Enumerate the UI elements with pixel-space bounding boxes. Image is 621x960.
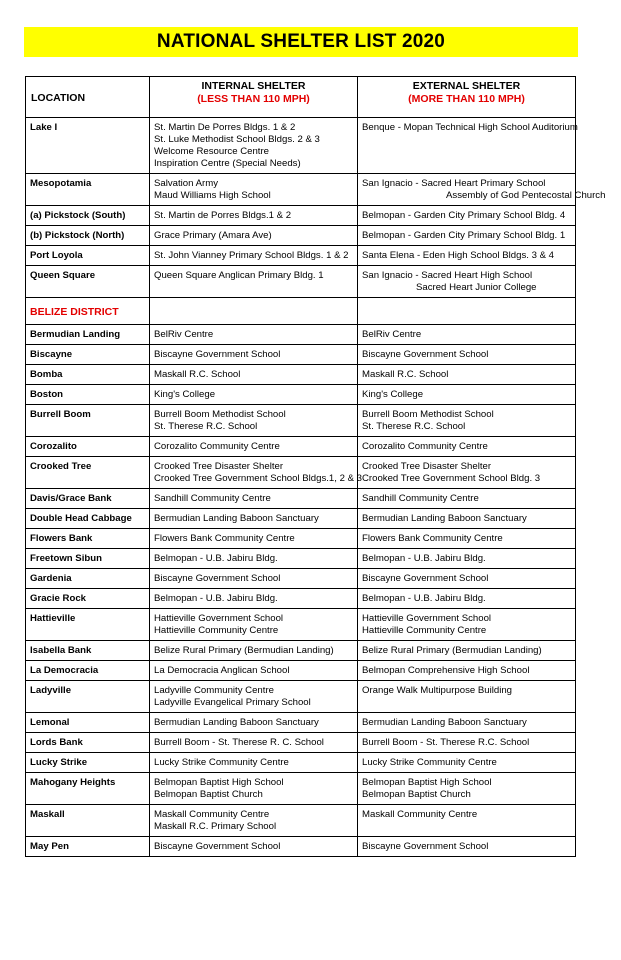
external-shelter-cell — [358, 345, 576, 365]
external-shelter-entry: Belmopan Baptist Church — [362, 789, 471, 800]
external-shelter-cell — [358, 385, 576, 405]
table-row — [26, 437, 576, 457]
external-shelter-entry: Belmopan - U.B. Jabiru Bldg. — [362, 593, 486, 604]
external-shelter-entry: Belmopan - Garden City Primary School Bldg. 1 — [362, 230, 566, 241]
internal-shelter-entry: Inspiration Centre (Special Needs) — [154, 158, 301, 169]
internal-shelter-cell — [150, 385, 358, 405]
internal-shelter-cell — [150, 206, 358, 226]
external-shelter-entry: Belmopan Comprehensive High School — [362, 665, 530, 676]
table-row — [26, 457, 576, 489]
internal-shelter-cell — [150, 226, 358, 246]
table-row — [26, 226, 576, 246]
internal-shelter-entry: Corozalito Community Centre — [154, 441, 280, 452]
internal-shelter-entry: Belmopan - U.B. Jabiru Bldg. — [154, 553, 278, 564]
district-row — [26, 298, 576, 325]
table-row — [26, 365, 576, 385]
location-name: (a) Pickstock (South) — [26, 206, 150, 226]
table-row — [26, 589, 576, 609]
internal-shelter-entry: Lucky Strike Community Centre — [154, 757, 289, 768]
external-shelter-cell — [358, 509, 576, 529]
location-name: Lords Bank — [26, 733, 150, 753]
external-shelter-entry: Belmopan Baptist High School — [362, 777, 492, 788]
district-spacer-internal — [150, 298, 358, 325]
external-shelter-cell — [358, 206, 576, 226]
table-row — [26, 385, 576, 405]
external-shelter-cell — [358, 641, 576, 661]
district-name: BELIZE DISTRICT — [26, 298, 150, 325]
internal-shelter-cell — [150, 681, 358, 713]
internal-shelter-entry: Ladyville Community Centre — [154, 685, 274, 696]
external-shelter-entry: Maskall Community Centre — [362, 809, 478, 820]
internal-shelter-entry: Maskall Community Centre — [154, 809, 270, 820]
external-shelter-entry: Hattieville Government School — [362, 613, 492, 624]
internal-header-title: INTERNAL SHELTER — [201, 80, 306, 92]
internal-shelter-entry: Flowers Bank Community Centre — [154, 533, 295, 544]
internal-shelter-entry: Burrell Boom Methodist School — [154, 409, 286, 420]
table-row — [26, 405, 576, 437]
internal-shelter-entry: Queen Square Anglican Primary Bldg. 1 — [154, 270, 324, 281]
location-name: Mahogany Heights — [26, 773, 150, 805]
location-name: Bermudian Landing — [26, 325, 150, 345]
external-shelter-entry: San Ignacio - Sacred Heart Primary School — [362, 178, 546, 189]
internal-shelter-cell — [150, 118, 358, 174]
table-header — [26, 77, 576, 118]
internal-shelter-entry: Sandhill Community Centre — [154, 493, 271, 504]
external-shelter-entry: Maskall R.C. School — [362, 369, 449, 380]
external-shelter-cell — [358, 118, 576, 174]
location-name: Boston — [26, 385, 150, 405]
external-shelter-cell — [358, 174, 606, 206]
internal-shelter-entry: Belmopan - U.B. Jabiru Bldg. — [154, 593, 278, 604]
external-shelter-entry: Assembly of God Pentecostal Church — [446, 190, 606, 201]
internal-shelter-entry: St. John Vianney Primary School Bldgs. 1 & 2 — [154, 250, 349, 261]
location-name: Crooked Tree — [26, 457, 150, 489]
internal-shelter-entry: Salvation Army — [154, 178, 218, 189]
external-shelter-entry: Crooked Tree Government School Bldg. 3 — [362, 473, 541, 484]
location-name: Freetown Sibun — [26, 549, 150, 569]
external-header-subtitle: (MORE THAN 110 MPH) — [408, 93, 525, 105]
table-row — [26, 661, 576, 681]
external-shelter-cell — [358, 405, 576, 437]
internal-shelter-cell — [150, 713, 358, 733]
internal-shelter-cell — [150, 325, 358, 345]
table-row — [26, 529, 576, 549]
table-row — [26, 569, 576, 589]
internal-shelter-cell — [150, 609, 358, 641]
table-row — [26, 713, 576, 733]
district-section — [26, 298, 576, 325]
internal-shelter-entry: Biscayne Government School — [154, 573, 281, 584]
external-shelter-entry: St. Therese R.C. School — [362, 421, 466, 432]
external-shelter-entry: Orange Walk Multipurpose Building — [362, 685, 513, 696]
location-name: Lake I — [26, 118, 150, 174]
external-shelter-cell — [358, 549, 576, 569]
table-row — [26, 609, 576, 641]
location-name: Isabella Bank — [26, 641, 150, 661]
location-name: Lemonal — [26, 713, 150, 733]
location-name: Bomba — [26, 365, 150, 385]
table-row — [26, 206, 576, 226]
external-shelter-cell — [358, 837, 576, 857]
external-shelter-cell — [358, 609, 576, 641]
internal-shelter-entry: Biscayne Government School — [154, 841, 281, 852]
external-shelter-entry: Lucky Strike Community Centre — [362, 757, 497, 768]
internal-shelter-cell — [150, 529, 358, 549]
external-header-title: EXTERNAL SHELTER — [412, 80, 521, 92]
external-shelter-entry: Biscayne Government School — [362, 573, 489, 584]
location-name: Biscayne — [26, 345, 150, 365]
location-name: Burrell Boom — [26, 405, 150, 437]
location-name: La Democracia — [26, 661, 150, 681]
internal-shelter-cell — [150, 661, 358, 681]
external-shelter-cell — [358, 246, 576, 266]
external-shelter-entry: Bermudian Landing Baboon Sanctuary — [362, 513, 527, 524]
internal-shelter-entry: Bermudian Landing Baboon Sanctuary — [154, 717, 319, 728]
external-shelter-entry: Bermudian Landing Baboon Sanctuary — [362, 717, 527, 728]
external-shelter-cell — [358, 266, 576, 298]
external-shelter-cell — [358, 489, 576, 509]
external-shelter-entry: Santa Elena - Eden High School Bldgs. 3 & 4 — [362, 250, 554, 261]
internal-shelter-cell — [150, 753, 358, 773]
table-row — [26, 174, 576, 206]
internal-shelter-cell — [150, 174, 358, 206]
internal-shelter-entry: Belmopan Baptist High School — [154, 777, 284, 788]
internal-shelter-cell — [150, 405, 358, 437]
internal-shelter-entry: Ladyville Evangelical Primary School — [154, 697, 311, 708]
internal-shelter-cell — [150, 509, 358, 529]
internal-shelter-entry: Hattieville Government School — [154, 613, 284, 624]
internal-shelter-entry: Maskall R.C. School — [154, 369, 241, 380]
internal-shelter-header — [150, 77, 358, 118]
internal-shelter-entry: Welcome Resource Centre — [154, 146, 269, 157]
internal-shelter-cell — [150, 457, 362, 489]
external-shelter-cell — [358, 805, 576, 837]
internal-shelter-cell — [150, 569, 358, 589]
location-name: Davis/Grace Bank — [26, 489, 150, 509]
internal-shelter-entry: Hattieville Community Centre — [154, 625, 279, 636]
external-shelter-cell — [358, 589, 576, 609]
external-shelter-cell — [358, 529, 576, 549]
external-shelter-cell — [358, 325, 576, 345]
internal-shelter-cell — [150, 773, 358, 805]
internal-shelter-cell — [150, 549, 358, 569]
internal-header-subtitle: (LESS THAN 110 MPH) — [197, 93, 310, 105]
internal-shelter-entry: Bermudian Landing Baboon Sanctuary — [154, 513, 319, 524]
internal-shelter-entry: Maud Williams High School — [154, 190, 271, 201]
table-row — [26, 549, 576, 569]
internal-shelter-cell — [150, 805, 358, 837]
location-header: LOCATION — [26, 77, 150, 118]
external-shelter-cell — [358, 753, 576, 773]
table-row — [26, 489, 576, 509]
internal-shelter-entry: St. Martin De Porres Bldgs. 1 & 2 — [154, 122, 296, 133]
external-shelter-entry: Flowers Bank Community Centre — [362, 533, 503, 544]
external-shelter-entry: Benque - Mopan Technical High School Auditorium — [362, 122, 578, 133]
internal-shelter-entry: Biscayne Government School — [154, 349, 281, 360]
internal-shelter-entry: Burrell Boom - St. Therese R. C. School — [154, 737, 324, 748]
external-shelter-entry: Belmopan - Garden City Primary School Bldg. 4 — [362, 210, 566, 221]
page-title: NATIONAL SHELTER LIST 2020 — [24, 27, 578, 57]
external-shelter-entry: Biscayne Government School — [362, 841, 489, 852]
external-shelter-entry: Crooked Tree Disaster Shelter — [362, 461, 492, 472]
table-row — [26, 837, 576, 857]
table-row — [26, 733, 576, 753]
location-name: Hattieville — [26, 609, 150, 641]
table-row — [26, 805, 576, 837]
location-name: Gracie Rock — [26, 589, 150, 609]
external-shelter-cell — [358, 457, 576, 489]
table-row — [26, 773, 576, 805]
external-shelter-entry: Burrell Boom Methodist School — [362, 409, 494, 420]
table-row — [26, 266, 576, 298]
location-name: Ladyville — [26, 681, 150, 713]
location-name: (b) Pickstock (North) — [26, 226, 150, 246]
internal-shelter-entry: King's College — [154, 389, 216, 400]
location-name: Lucky Strike — [26, 753, 150, 773]
internal-shelter-entry: Belmopan Baptist Church — [154, 789, 263, 800]
external-shelter-cell — [358, 226, 576, 246]
location-name: Maskall — [26, 805, 150, 837]
external-shelter-entry: Belize Rural Primary (Bermudian Landing) — [362, 645, 542, 656]
external-shelter-entry: Belmopan - U.B. Jabiru Bldg. — [362, 553, 486, 564]
external-shelter-cell — [358, 713, 576, 733]
shelter-table — [25, 76, 606, 857]
external-shelter-cell — [358, 569, 576, 589]
location-name: May Pen — [26, 837, 150, 857]
external-shelter-cell — [358, 733, 576, 753]
internal-shelter-entry: Maskall R.C. Primary School — [154, 821, 277, 832]
internal-shelter-cell — [150, 837, 358, 857]
external-shelter-cell — [358, 661, 576, 681]
external-shelter-cell — [358, 365, 576, 385]
location-name: Double Head Cabbage — [26, 509, 150, 529]
external-shelter-entry: BelRiv Centre — [362, 329, 422, 340]
internal-shelter-cell — [150, 589, 358, 609]
internal-shelter-cell — [150, 266, 358, 298]
external-shelter-entry: King's College — [362, 389, 424, 400]
table-row — [26, 681, 576, 713]
table-body-top — [26, 118, 606, 298]
internal-shelter-entry: Crooked Tree Disaster Shelter — [154, 461, 284, 472]
district-spacer-external — [358, 298, 576, 325]
table-row — [26, 345, 576, 365]
location-name: Port Loyola — [26, 246, 150, 266]
internal-shelter-cell — [150, 489, 358, 509]
location-name: Flowers Bank — [26, 529, 150, 549]
external-shelter-entry: Biscayne Government School — [362, 349, 489, 360]
location-name: Mesopotamia — [26, 174, 150, 206]
location-name: Queen Square — [26, 266, 150, 298]
table-row — [26, 325, 576, 345]
internal-shelter-cell — [150, 641, 358, 661]
internal-shelter-entry: Belize Rural Primary (Bermudian Landing) — [154, 645, 334, 656]
internal-shelter-entry: St. Martin de Porres Bldgs.1 & 2 — [154, 210, 292, 221]
internal-shelter-cell — [150, 365, 358, 385]
location-name: Corozalito — [26, 437, 150, 457]
external-shelter-entry: Sandhill Community Centre — [362, 493, 479, 504]
table-row — [26, 509, 576, 529]
external-shelter-entry: Burrell Boom - St. Therese R.C. School — [362, 737, 530, 748]
external-shelter-entry: Hattieville Community Centre — [362, 625, 487, 636]
internal-shelter-cell — [150, 437, 358, 457]
internal-shelter-entry: St. Therese R.C. School — [154, 421, 258, 432]
external-shelter-cell — [358, 681, 576, 713]
internal-shelter-entry: St. Luke Methodist School Bldgs. 2 & 3 — [154, 134, 320, 145]
table-row — [26, 118, 576, 174]
table-row — [26, 641, 576, 661]
table-row — [26, 753, 576, 773]
internal-shelter-entry: Grace Primary (Amara Ave) — [154, 230, 272, 241]
internal-shelter-entry: BelRiv Centre — [154, 329, 214, 340]
external-shelter-cell — [358, 437, 576, 457]
internal-shelter-cell — [150, 345, 358, 365]
location-name: Gardenia — [26, 569, 150, 589]
table-body-belize — [26, 325, 576, 857]
external-shelter-entry: San Ignacio - Sacred Heart High School — [362, 270, 533, 281]
internal-shelter-entry: La Democracia Anglican School — [154, 665, 290, 676]
internal-shelter-cell — [150, 246, 358, 266]
internal-shelter-entry: Crooked Tree Government School Bldgs.1, 2 & 3 — [154, 473, 362, 484]
external-shelter-entry: Corozalito Community Centre — [362, 441, 488, 452]
table-row — [26, 246, 576, 266]
external-shelter-header — [358, 77, 576, 118]
internal-shelter-cell — [150, 733, 358, 753]
external-shelter-entry: Sacred Heart Junior College — [416, 282, 537, 293]
external-shelter-cell — [358, 773, 576, 805]
